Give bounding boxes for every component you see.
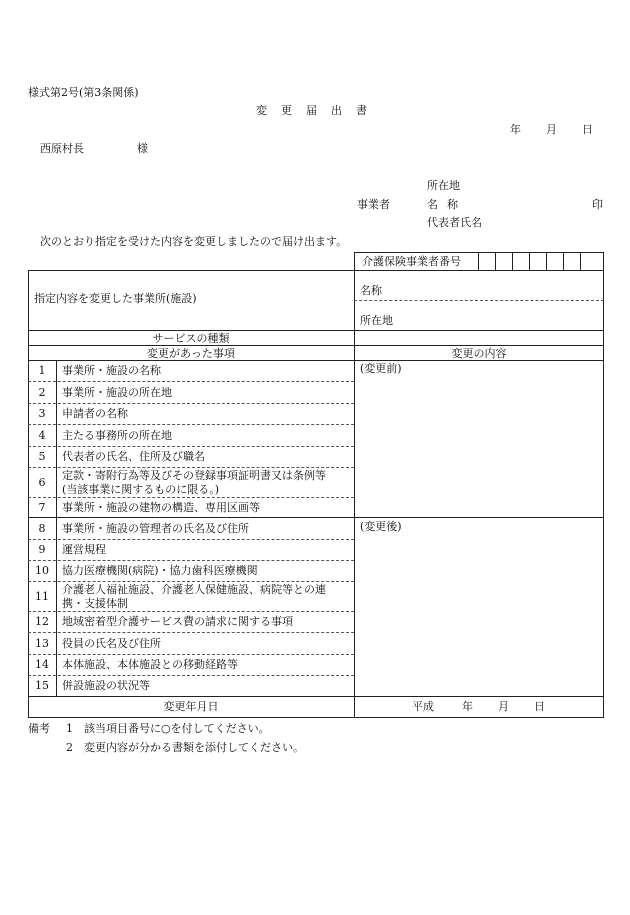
item-text: 協力医療機関(病院)・協力歯科医療機関 — [62, 564, 258, 577]
applicant-rep-label: 代表者氏名 — [427, 216, 482, 229]
item-text: 主たる事務所の所在地 — [62, 429, 172, 442]
item-number: 11 — [35, 590, 49, 603]
service-type-label: サービスの種類 — [152, 332, 230, 345]
item-number: 9 — [38, 543, 46, 556]
change-date-day: 日 — [534, 700, 545, 713]
insurance-number-label: 介護保険事業者番号 — [362, 255, 461, 268]
item-text: 併設施設の状況等 — [62, 679, 150, 692]
item-number: 10 — [35, 564, 49, 577]
item-text-continued: 携・支援体制 — [62, 597, 128, 610]
facility-name-label: 名称 — [360, 284, 382, 297]
item-text: 本体施設、本体施設との移動経路等 — [62, 658, 238, 671]
note-2-text: 変更内容が分かる書類を添付してください。 — [84, 741, 304, 754]
item-number: 15 — [35, 679, 49, 692]
intro-text: 次のとおり指定を受けた内容を変更しましたので届け出ます。 — [40, 235, 348, 248]
before-label: (変更前) — [360, 362, 402, 375]
seal-mark: 印 — [592, 198, 603, 211]
changed-items-header: 変更があった事項 — [147, 347, 235, 360]
change-date-label: 変更年月日 — [163, 700, 219, 713]
note-2-number: 2 — [66, 741, 73, 754]
item-text: 定款・寄附行為等及びその登録事項証明書又は条例等 — [62, 469, 326, 482]
addressee: 西原村長 — [40, 142, 84, 155]
item-number: 8 — [38, 522, 46, 535]
after-label: (変更後) — [360, 520, 402, 533]
item-text: 地域密着型介護サービス費の請求に関する事項 — [62, 615, 293, 628]
change-notification-table — [28, 252, 604, 718]
item-text: 運営規程 — [62, 543, 106, 556]
item-number: 14 — [35, 658, 49, 671]
applicant-role-label: 事業者 — [357, 198, 390, 211]
date-year-label: 年 — [510, 123, 521, 136]
change-date-month: 月 — [498, 700, 509, 713]
item-number: 2 — [38, 386, 46, 399]
item-text: 代表者の氏名、住所及び職名 — [62, 450, 205, 463]
changed-content-header: 変更の内容 — [451, 347, 507, 360]
date-month-label: 月 — [546, 123, 557, 136]
item-number: 5 — [38, 450, 46, 463]
date-day-label: 日 — [582, 123, 593, 136]
form-number: 様式第2号(第3条関係) — [28, 86, 139, 99]
notes-label: 備考 — [28, 722, 50, 735]
item-text: 事業所・施設の名称 — [62, 364, 161, 377]
item-text: 事業所・施設の所在地 — [62, 386, 172, 399]
applicant-location-label: 所在地 — [427, 179, 460, 192]
item-number: 13 — [35, 637, 49, 650]
item-number: 6 — [38, 476, 46, 489]
note-1-number: 1 — [66, 722, 73, 735]
item-text-continued: (当該事業に関するものに限る。) — [62, 483, 220, 496]
item-number: 7 — [38, 501, 46, 514]
item-text: 役員の氏名及び住所 — [62, 637, 161, 650]
note-1-text: 該当項目番号に○を付してください。 — [84, 722, 270, 735]
facility-location-label: 所在地 — [360, 314, 393, 327]
change-date-year: 年 — [462, 700, 473, 713]
facility-label: 指定内容を変更した事業所(施設) — [34, 292, 197, 305]
change-date-era: 平成 — [412, 700, 434, 713]
item-number: 3 — [38, 407, 46, 420]
item-text: 介護老人福祉施設、介護老人保健施設、病院等との連 — [62, 583, 326, 596]
item-text: 事業所・施設の建物の構造、専用区画等 — [62, 501, 260, 514]
item-text: 申請者の名称 — [62, 407, 128, 420]
applicant-name-label: 名称 — [427, 198, 467, 211]
item-number: 1 — [38, 364, 46, 377]
addressee-suffix: 様 — [137, 142, 148, 155]
document-title: 変更届出書 — [256, 104, 381, 117]
item-number: 12 — [35, 615, 49, 628]
item-text: 事業所・施設の管理者の氏名及び住所 — [62, 522, 249, 535]
item-number: 4 — [38, 429, 46, 442]
